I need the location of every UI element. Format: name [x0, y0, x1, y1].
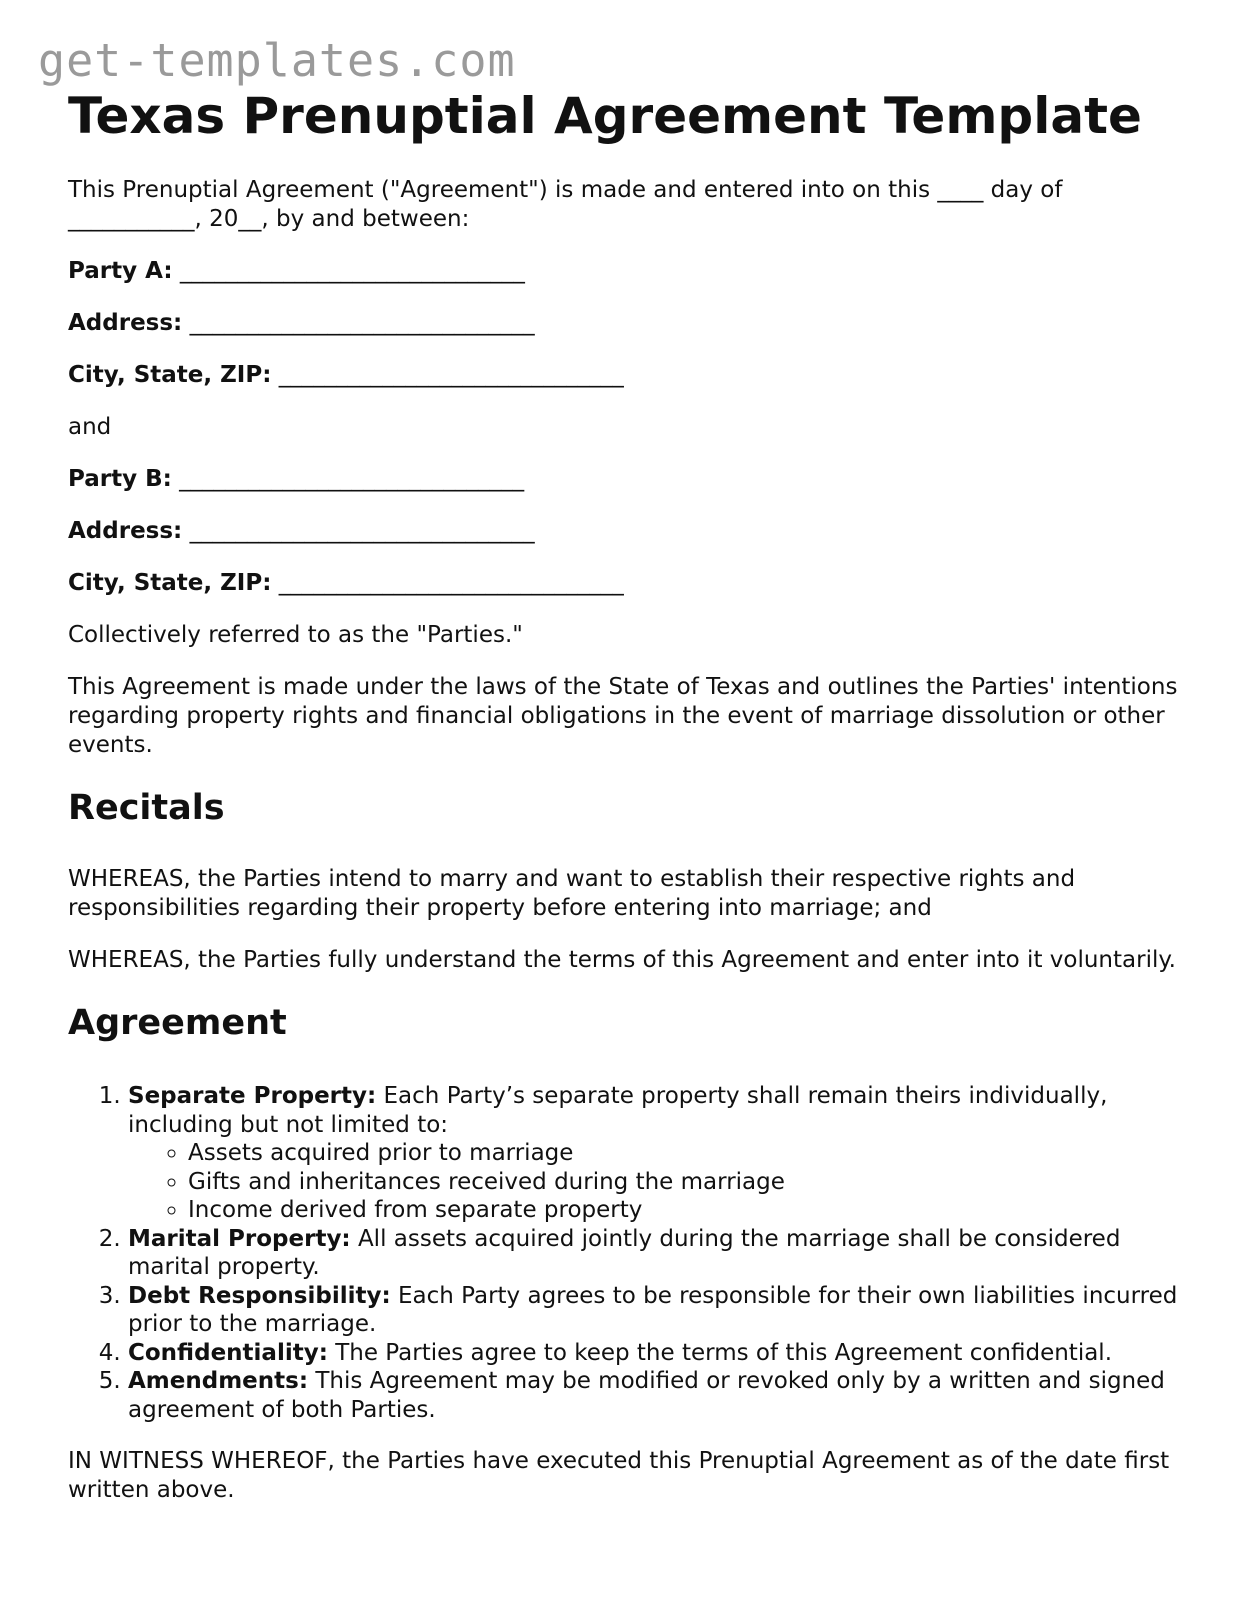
- sub-list-item: ◦ Gifts and inheritances received during the marriage: [188, 1168, 1188, 1197]
- party-a-address-blank: ______________________________: [189, 310, 535, 336]
- term-label: Confidentiality:: [128, 1339, 328, 1366]
- intro-paragraph: This Prenuptial Agreement ("Agreement") is made and entered into on this ____ day of ___________, 20__, by and between:: [68, 177, 1063, 232]
- recitals-heading: Recitals: [68, 788, 225, 828]
- collectively-paragraph: Collectively referred to as the "Parties.": [68, 622, 523, 648]
- term-amendments: [128, 1367, 1188, 1424]
- document-title: Texas Prenuptial Agreement Template: [68, 87, 1142, 145]
- term-text: This Agreement may be modified or revoked only by a written and signed agreement of both Parties.: [128, 1368, 1165, 1423]
- term-text: The Parties agree to keep the terms of this Agreement confidential.: [327, 1339, 1113, 1366]
- party-a-name-field: [68, 257, 1188, 286]
- term-label: Debt Responsibility:: [128, 1282, 391, 1309]
- and-text: and: [68, 414, 112, 440]
- party-b-city-label: City, State, ZIP:: [68, 570, 272, 596]
- agreement-heading: Agreement: [68, 1003, 287, 1043]
- purpose-paragraph: This Agreement is made under the laws of the State of Texas and outlines the Parties' intentions regarding property rights and financial obligations in the event of marriage dissolution or other events.: [68, 674, 1178, 758]
- party-b-name-blank: ______________________________: [179, 466, 525, 492]
- party-a-city-field: [68, 361, 1188, 390]
- party-a-city-label: City, State, ZIP:: [68, 362, 272, 388]
- party-b-address-label: Address:: [68, 518, 183, 544]
- party-a-address-field: [68, 309, 1188, 338]
- sub-list-item: ◦ Assets acquired prior to marriage: [188, 1139, 1188, 1168]
- party-b-address-blank: ______________________________: [189, 518, 535, 544]
- party-a-name-blank: ______________________________: [179, 258, 525, 284]
- whereas-1: WHEREAS, the Parties intend to marry and want to establish their respective rights and responsibilities regarding their property before entering into marriage; and: [68, 866, 1076, 921]
- party-b-name-field: [68, 465, 1188, 494]
- term-confidentiality: [128, 1339, 1188, 1368]
- term-marital-property: [128, 1225, 1188, 1282]
- party-b-city-field: [68, 569, 1188, 598]
- term-label: Amendments:: [128, 1368, 309, 1394]
- whereas-2: WHEREAS, the Parties fully understand the terms of this Agreement and enter into it voluntarily.: [68, 947, 1176, 973]
- sub-list-item: ◦ Income derived from separate property: [188, 1196, 1188, 1225]
- party-b-city-blank: ______________________________: [278, 570, 624, 596]
- term-debt-responsibility: [128, 1282, 1188, 1339]
- party-a-address-label: Address:: [68, 310, 183, 336]
- party-b-name-label: Party B:: [68, 466, 172, 492]
- term-separate-property: [128, 1082, 1188, 1225]
- term-text: Each Party agrees to be responsible for their own liabilities incurred prior to the marriage.: [128, 1282, 1178, 1337]
- witness-paragraph: IN WITNESS WHEREOF, the Parties have executed this Prenuptial Agreement as of the date first written above.: [68, 1448, 1170, 1503]
- party-a-city-blank: ______________________________: [278, 362, 624, 388]
- watermark: get-templates.com: [38, 34, 516, 87]
- term-text: Each Party’s separate property shall remain theirs individually, including but not limited to:: [128, 1083, 1108, 1138]
- party-b-address-field: [68, 517, 1188, 546]
- agreement-terms-list: [68, 1082, 1188, 1424]
- term-text: All assets acquired jointly during the marriage shall be considered marital property.: [128, 1225, 1121, 1280]
- party-a-name-label: Party A:: [68, 258, 173, 284]
- document-body: [68, 86, 1188, 1505]
- separate-property-sublist: [128, 1139, 1188, 1225]
- term-label: Marital Property:: [128, 1225, 351, 1252]
- term-label: Separate Property:: [128, 1083, 377, 1109]
